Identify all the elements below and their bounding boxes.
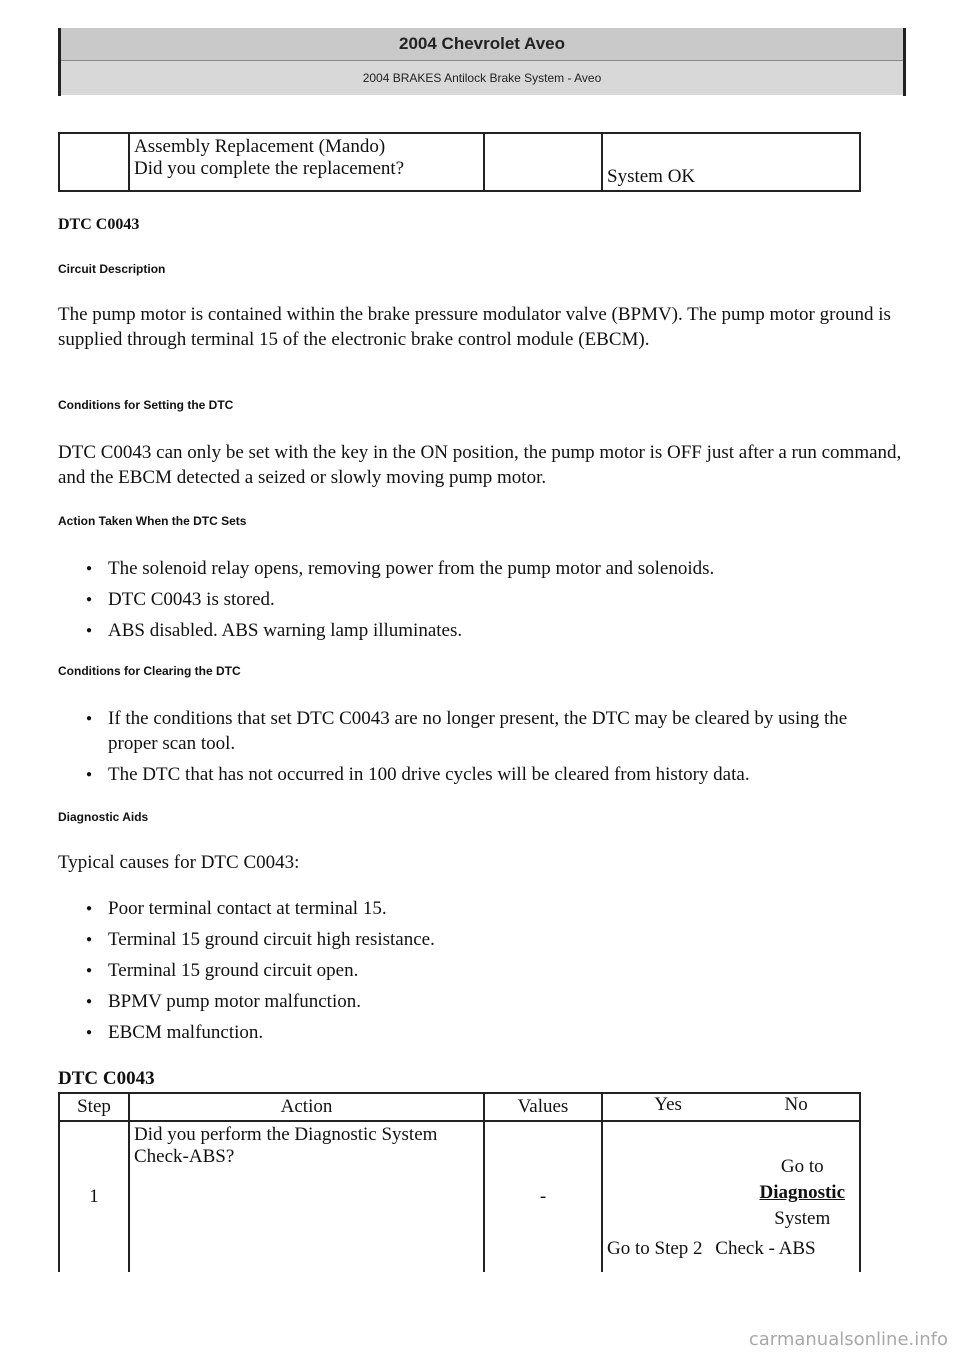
list-item: ● Terminal 15 ground circuit open. bbox=[80, 958, 435, 983]
action-taken-heading: Action Taken When the DTC Sets bbox=[58, 514, 247, 528]
header-no: No bbox=[784, 1094, 808, 1115]
list-item: ● DTC C0043 is stored. bbox=[80, 587, 714, 612]
header-action: Action bbox=[129, 1093, 484, 1121]
dtc-title: DTC C0043 bbox=[58, 216, 140, 233]
header-yes-no bbox=[602, 1093, 860, 1121]
action-taken-list bbox=[80, 556, 714, 643]
table-row bbox=[59, 1121, 860, 1272]
no-text: System bbox=[774, 1208, 831, 1229]
table-header-row bbox=[59, 1093, 860, 1121]
list-item: ● EBCM malfunction. bbox=[80, 1020, 435, 1045]
list-item: ● The solenoid relay opens, removing power from the pump motor and solenoids. bbox=[80, 556, 714, 581]
yes-text: System OK bbox=[607, 166, 696, 187]
list-item: ● The DTC that has not occurred in 100 drive cycles will be cleared from history data. bbox=[80, 762, 900, 787]
yes-text bbox=[607, 1238, 816, 1260]
list-item: ● Terminal 15 ground circuit high resistance. bbox=[80, 927, 435, 952]
conditions-clear-heading: Conditions for Clearing the DTC bbox=[58, 664, 241, 678]
action-line: Assembly Replacement (Mando) bbox=[134, 136, 386, 157]
action-text: Did you perform the Diagnostic System Check-ABS? bbox=[129, 1121, 484, 1272]
previous-step-table bbox=[58, 132, 861, 192]
yes-go-to[interactable]: Go to Step 2 bbox=[607, 1238, 703, 1259]
watermark-footer: carmanualsonline.info bbox=[748, 1329, 948, 1350]
circuit-description-text: The pump motor is contained within the brake pressure modulator valve (BPMV). The pump motor ground is supplied through terminal 15 of the electronic brake control module (EBCM). bbox=[58, 304, 891, 350]
action-line: Did you complete the replacement? bbox=[134, 158, 405, 179]
no-link-block[interactable] bbox=[760, 1154, 846, 1232]
conditions-set-heading: Conditions for Setting the DTC bbox=[58, 398, 234, 412]
conditions-set-text: DTC C0043 can only be set with the key in the ON position, the pump motor is OFF just after a run command, and the EBCM detected a seized or slowly moving pump motor. bbox=[58, 442, 902, 488]
step-number: 1 bbox=[59, 1121, 129, 1272]
circuit-description-heading: Circuit Description bbox=[58, 262, 166, 276]
list-item: ● ABS disabled. ABS warning lamp illuminates. bbox=[80, 618, 714, 643]
table-row bbox=[59, 133, 860, 191]
header-yes: Yes bbox=[654, 1094, 682, 1115]
list-item: ● If the conditions that set DTC C0043 are no longer present, the DTC may be cleared by using the proper scan tool. bbox=[80, 706, 900, 756]
no-text: Check - ABS bbox=[715, 1238, 816, 1259]
header-title: 2004 Chevrolet Aveo bbox=[61, 28, 903, 61]
step-cell bbox=[59, 133, 129, 191]
diagnostic-aids-heading: Diagnostic Aids bbox=[58, 810, 149, 824]
action-cell bbox=[129, 133, 484, 191]
diagnostic-aids-list bbox=[80, 896, 435, 1045]
diagnostic-link[interactable]: Diagnostic bbox=[759, 1182, 845, 1203]
header-step: Step bbox=[59, 1093, 129, 1121]
values-text: - bbox=[484, 1121, 602, 1272]
diagnostic-aids-intro: Typical causes for DTC C0043: bbox=[58, 852, 300, 873]
yes-no-cell bbox=[602, 1121, 860, 1272]
no-text: Go to bbox=[780, 1156, 824, 1177]
diagnostic-step-table bbox=[58, 1092, 861, 1272]
table-caption: DTC C0043 bbox=[58, 1068, 155, 1089]
yes-cell bbox=[602, 133, 860, 191]
values-cell bbox=[484, 133, 602, 191]
list-item: ● Poor terminal contact at terminal 15. bbox=[80, 896, 435, 921]
list-item: ● BPMV pump motor malfunction. bbox=[80, 989, 435, 1014]
document-header bbox=[58, 28, 906, 96]
header-subtitle: 2004 BRAKES Antilock Brake System - Aveo bbox=[61, 61, 903, 95]
conditions-clear-list bbox=[80, 706, 900, 787]
header-values: Values bbox=[484, 1093, 602, 1121]
